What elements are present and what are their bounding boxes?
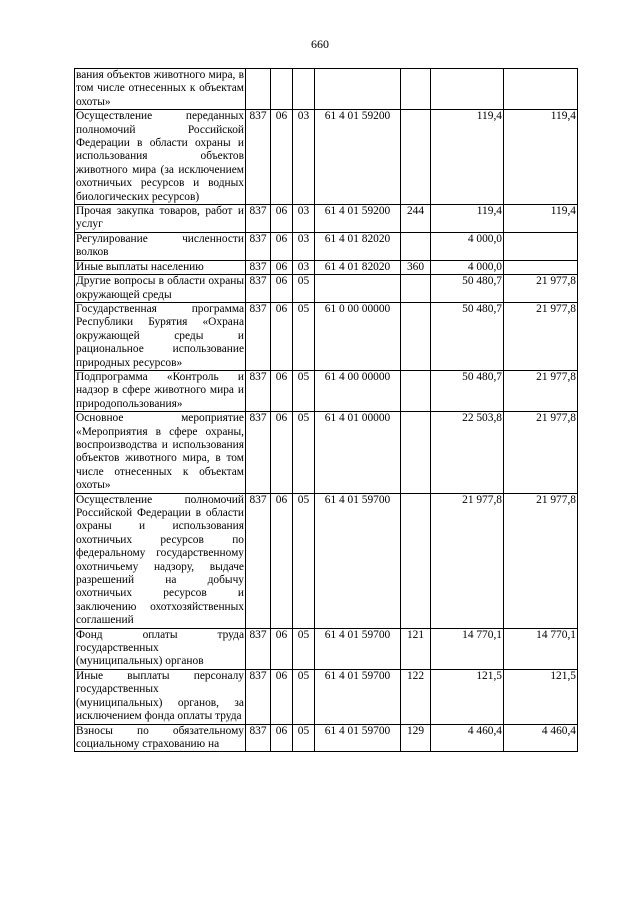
amount-year2-cell: 21 977,8	[504, 493, 578, 628]
amount-year2-cell: 4 460,4	[504, 724, 578, 752]
item-name-cell: Осуществление полномочий Российской Федерации в области охраны и использования охотничьих ресурсов по федеральному государственному охотничьему надзору, выдаче разрешений на добычу охотничьих ресурсов и заключению охотхозяйственных соглашений	[76, 493, 244, 627]
subsection-cell: 03	[293, 110, 315, 205]
target-article-cell: 61 4 01 82020	[315, 260, 401, 274]
table-row	[75, 232, 578, 260]
table-body	[75, 69, 578, 752]
item-name-cell: Иные выплаты населению	[75, 260, 246, 274]
expense-type-cell: 360	[401, 260, 431, 274]
subsection-cell	[293, 69, 315, 110]
section-cell: 06	[271, 205, 293, 233]
amount-year2-cell: 121,5	[504, 669, 578, 724]
section-cell: 06	[271, 724, 293, 752]
item-name-cell: Фонд оплаты труда государственных (муниципальных) органов	[76, 628, 244, 668]
admin-code-cell: 837	[246, 412, 271, 493]
section-cell	[271, 69, 293, 110]
subsection-cell: 03	[293, 232, 315, 260]
subsection-cell: 03	[293, 260, 315, 274]
section-cell: 06	[271, 232, 293, 260]
amount-year2-cell: 21 977,8	[504, 370, 578, 411]
section-cell: 06	[271, 628, 293, 669]
target-article-cell: 61 0 00 00000	[315, 302, 401, 370]
section-cell: 06	[271, 110, 293, 205]
subsection-cell: 05	[293, 628, 315, 669]
amount-year1-cell: 4 000,0	[431, 260, 504, 274]
subsection-cell: 05	[293, 370, 315, 411]
expense-type-cell: 122	[401, 669, 431, 724]
target-article-cell: 61 4 01 00000	[315, 412, 401, 493]
amount-year2-cell: 14 770,1	[504, 628, 578, 669]
table-row	[75, 69, 578, 110]
target-article-cell: 61 4 01 59200	[315, 110, 401, 205]
amount-year1-cell: 50 480,7	[431, 275, 504, 303]
section-cell: 06	[271, 370, 293, 411]
admin-code-cell: 837	[246, 302, 271, 370]
amount-year1-cell: 50 480,7	[431, 302, 504, 370]
target-article-cell: 61 4 01 82020	[315, 232, 401, 260]
expense-type-cell: 129	[401, 724, 431, 752]
amount-year2-cell: 21 977,8	[504, 302, 578, 370]
section-cell: 06	[271, 412, 293, 493]
admin-code-cell: 837	[246, 669, 271, 724]
amount-year2-cell	[504, 260, 578, 274]
target-article-cell	[315, 69, 401, 110]
amount-year1-cell: 4 000,0	[431, 232, 504, 260]
admin-code-cell: 837	[246, 724, 271, 752]
amount-year1-cell: 121,5	[431, 669, 504, 724]
target-article-cell: 61 4 01 59700	[315, 724, 401, 752]
admin-code-cell: 837	[246, 493, 271, 628]
amount-year1-cell: 119,4	[431, 110, 504, 205]
admin-code-cell: 837	[246, 232, 271, 260]
expense-type-cell	[401, 69, 431, 110]
subsection-cell: 03	[293, 205, 315, 233]
page-number: 660	[311, 37, 329, 51]
subsection-cell: 05	[293, 493, 315, 628]
item-name-cell: Прочая закупка товаров, работ и услуг	[76, 205, 244, 231]
target-article-cell: 61 4 01 59700	[315, 493, 401, 628]
subsection-cell: 05	[293, 412, 315, 493]
item-name-cell: Регулирование численности волков	[76, 232, 244, 259]
section-cell: 06	[271, 275, 293, 303]
amount-year1-cell: 50 480,7	[431, 370, 504, 411]
amount-year1-cell: 21 977,8	[431, 493, 504, 628]
admin-code-cell: 837	[246, 205, 271, 233]
expense-type-cell	[401, 412, 431, 493]
table-row	[75, 370, 578, 411]
amount-year1-cell: 14 770,1	[431, 628, 504, 669]
target-article-cell	[315, 275, 401, 303]
subsection-cell: 05	[293, 302, 315, 370]
section-cell: 06	[271, 260, 293, 274]
item-name-cell: Иные выплаты персоналу государственных (муниципальных) органов, за исключением фонда оплаты труда	[76, 669, 244, 723]
amount-year1-cell: 119,4	[431, 205, 504, 233]
table-row	[75, 205, 578, 233]
item-name-cell: Другие вопросы в области охраны окружающей среды	[76, 275, 244, 301]
amount-year1-cell	[431, 69, 504, 110]
item-name-cell: Государственная программа Республики Бурятия «Охрана окружающей среды и рациональное использование природных ресурсов»	[76, 302, 244, 369]
amount-year2-cell	[504, 232, 578, 260]
expense-type-cell	[401, 110, 431, 205]
subsection-cell: 05	[293, 669, 315, 724]
amount-year1-cell: 4 460,4	[431, 724, 504, 752]
table-row	[75, 493, 578, 628]
amount-year2-cell	[504, 69, 578, 110]
target-article-cell: 61 4 01 59200	[315, 205, 401, 233]
item-name-cell: Осуществление переданных полномочий Российской Федерации в области охраны и использования объектов животного мира (за исключением охотничьих ресурсов и водных биологических ресурсов)	[76, 110, 244, 203]
amount-year1-cell: 22 503,8	[431, 412, 504, 493]
expense-type-cell	[401, 302, 431, 370]
admin-code-cell	[246, 69, 271, 110]
item-name-cell: Основное мероприятие «Мероприятия в сфере охраны, воспроизводства и использования объектов животного мира, в том числе отнесенных к объектам охоты»	[76, 412, 244, 492]
expense-type-cell	[401, 275, 431, 303]
item-name-cell: Подпрограмма «Контроль и надзор в сфере животного мира и природопользования»	[76, 370, 244, 410]
table-row	[75, 628, 578, 669]
admin-code-cell: 837	[246, 275, 271, 303]
table-row	[75, 412, 578, 493]
amount-year2-cell: 119,4	[504, 205, 578, 233]
table-row	[75, 302, 578, 370]
admin-code-cell: 837	[246, 260, 271, 274]
subsection-cell: 05	[293, 724, 315, 752]
expense-type-cell	[401, 493, 431, 628]
table-row	[75, 110, 578, 205]
table-row	[75, 260, 578, 274]
table-row	[75, 669, 578, 724]
section-cell: 06	[271, 669, 293, 724]
amount-year2-cell: 21 977,8	[504, 275, 578, 303]
admin-code-cell: 837	[246, 370, 271, 411]
budget-table	[74, 68, 578, 752]
expense-type-cell: 121	[401, 628, 431, 669]
amount-year2-cell: 21 977,8	[504, 412, 578, 493]
admin-code-cell: 837	[246, 110, 271, 205]
item-name-cell: вания объектов животного мира, в том числе отнесенных к объектам охоты»	[76, 69, 244, 108]
admin-code-cell: 837	[246, 628, 271, 669]
section-cell: 06	[271, 302, 293, 370]
table-row	[75, 724, 578, 752]
subsection-cell: 05	[293, 275, 315, 303]
section-cell: 06	[271, 493, 293, 628]
amount-year2-cell: 119,4	[504, 110, 578, 205]
item-name-cell: Взносы по обязательному социальному страхованию на	[76, 724, 244, 750]
target-article-cell: 61 4 01 59700	[315, 669, 401, 724]
expense-type-cell	[401, 232, 431, 260]
expense-type-cell: 244	[401, 205, 431, 233]
expense-type-cell	[401, 370, 431, 411]
target-article-cell: 61 4 00 00000	[315, 370, 401, 411]
target-article-cell: 61 4 01 59700	[315, 628, 401, 669]
table-row	[75, 275, 578, 303]
